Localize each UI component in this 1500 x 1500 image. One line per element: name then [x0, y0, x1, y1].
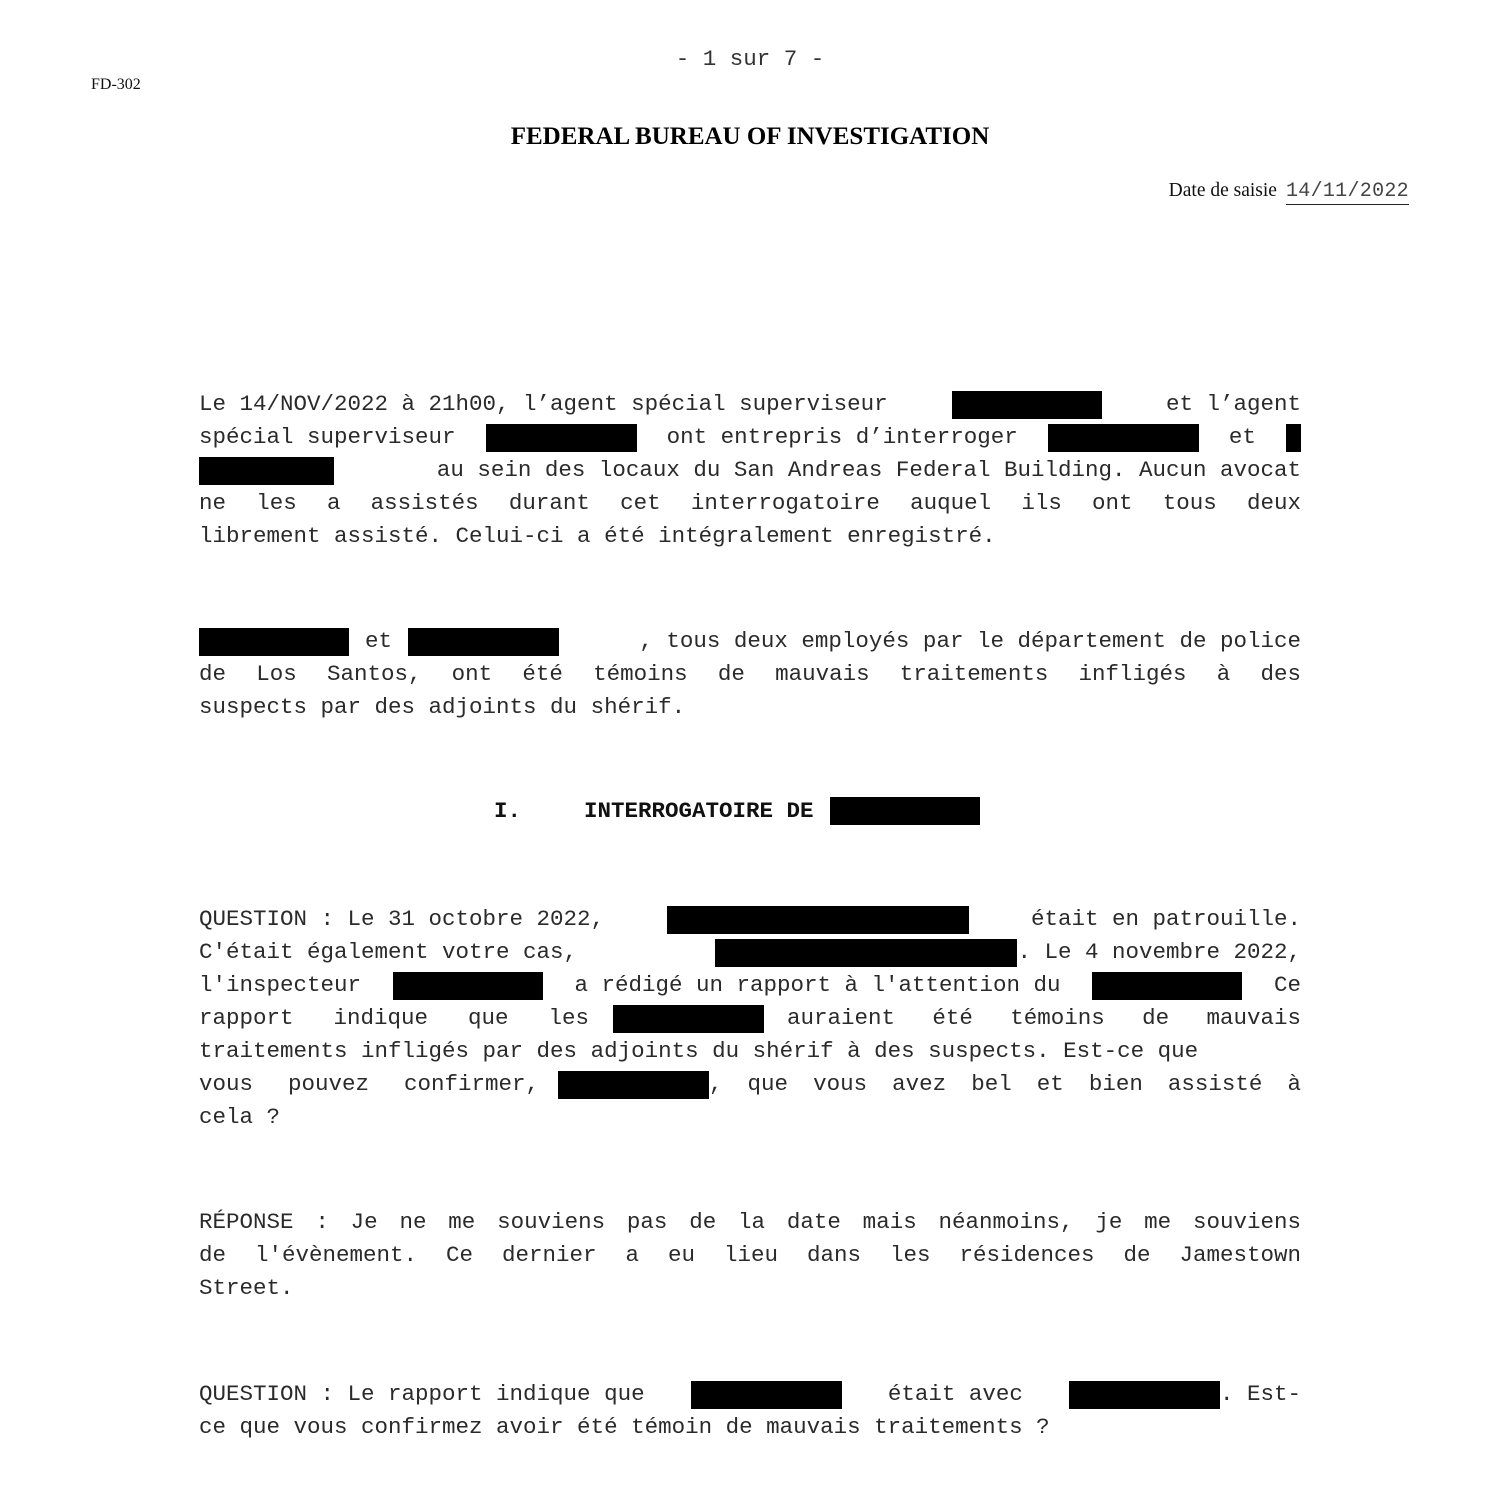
text-segment: RÉPONSE : Je ne me souviens pas de la date mais néanmoins, je me souviens	[199, 1209, 1301, 1235]
text-segment: Le 14/NOV/2022 à 21h00, l’agent spécial superviseur	[199, 391, 888, 417]
text-segment: QUESTION : Le rapport indique que	[199, 1381, 645, 1407]
text-line	[199, 658, 1301, 691]
text-line	[199, 903, 1301, 936]
redaction-box	[715, 939, 1017, 967]
text-segment: au sein des locaux du San Andreas Federal Building. Aucun avocat	[436, 457, 1301, 483]
text-line	[199, 1411, 1301, 1444]
text-segment: était en patrouille.	[1030, 906, 1301, 932]
redaction-box	[1286, 424, 1301, 452]
text-segment: et	[1228, 424, 1256, 450]
text-line	[199, 520, 1301, 553]
text-segment: , que vous avez bel et bien assisté à	[709, 1071, 1301, 1097]
text-segment: Street.	[199, 1275, 294, 1301]
redaction-box	[199, 628, 349, 656]
text-segment: ont entrepris d’interroger	[666, 424, 1018, 450]
text-segment: ce que vous confirmez avoir été témoin de mauvais traitements ?	[199, 1414, 1050, 1440]
text-segment: ne les a assistés durant cet interrogatoire auquel ils ont tous deux	[199, 490, 1301, 516]
section-heading	[494, 797, 980, 825]
redaction-box	[613, 1005, 764, 1033]
text-segment: . Le 4 novembre 2022,	[1017, 939, 1301, 965]
text-line	[199, 1002, 1301, 1035]
intro-paragraph	[199, 388, 1301, 553]
entry-date-label: Date de saisie	[1168, 180, 1277, 201]
page-counter: - 1 sur 7 -	[675, 46, 825, 72]
redaction-box	[486, 424, 637, 452]
text-line	[199, 1272, 1301, 1305]
redaction-box	[199, 457, 334, 485]
text-group	[199, 625, 559, 658]
redaction-box	[393, 972, 543, 1000]
text-segment: QUESTION : Le 31 octobre 2022,	[199, 906, 605, 932]
text-line	[199, 1206, 1301, 1239]
text-line	[199, 487, 1301, 520]
text-line	[199, 936, 1301, 969]
text-segment: a rédigé un rapport à l'attention du	[574, 972, 1061, 998]
redaction-box	[558, 1071, 709, 1099]
text-segment: suspects par des adjoints du shérif.	[199, 694, 686, 720]
text-segment: traitements infligés par des adjoints du shérif à des suspects. Est-ce que	[199, 1038, 1199, 1064]
answer-1	[199, 1206, 1301, 1305]
redaction-box	[408, 628, 559, 656]
text-line	[199, 691, 1301, 724]
agency-title: FEDERAL BUREAU OF INVESTIGATION	[510, 123, 990, 150]
text-segment: rapport indique que les	[199, 1005, 589, 1031]
witnesses-paragraph	[199, 625, 1301, 724]
redaction-box	[1092, 972, 1242, 1000]
text-segment: de l'évènement. Ce dernier a eu lieu dans les résidences de Jamestown	[199, 1242, 1301, 1268]
redaction-box	[1069, 1381, 1220, 1409]
text-line	[199, 1035, 1301, 1068]
text-segment: C'était également votre cas,	[199, 939, 578, 965]
text-segment: librement assisté. Celui-ci a été intégralement enregistré.	[199, 523, 996, 549]
text-line	[199, 1378, 1301, 1411]
text-segment: de Los Santos, ont été témoins de mauvais traitements infligés à des	[199, 661, 1301, 687]
redaction-box	[952, 391, 1102, 419]
section-number: I.	[494, 798, 522, 824]
entry-date-value: 14/11/2022	[1285, 180, 1409, 203]
text-segment: et	[365, 628, 393, 654]
redaction-box	[667, 906, 969, 934]
text-line	[199, 421, 1301, 454]
text-segment: auraient été témoins de mauvais	[787, 1005, 1301, 1031]
text-segment: Ce	[1273, 972, 1301, 998]
form-id: FD-302	[91, 76, 141, 93]
text-segment: l'inspecteur	[199, 972, 362, 998]
section-title: INTERROGATOIRE DE	[584, 798, 814, 824]
text-segment: , tous deux employés par le département de police	[639, 628, 1301, 654]
text-line	[199, 454, 1301, 487]
text-group	[558, 1068, 1301, 1101]
text-segment: spécial superviseur	[199, 424, 456, 450]
redaction-box	[691, 1381, 842, 1409]
text-segment: était avec	[887, 1381, 1023, 1407]
question-1	[199, 903, 1301, 1134]
text-group	[715, 936, 1301, 969]
text-segment: vous pouvez confirmer,	[199, 1071, 539, 1097]
text-line	[199, 1101, 1301, 1134]
question-2	[199, 1378, 1301, 1444]
redaction-box	[1048, 424, 1199, 452]
text-segment: . Est-	[1219, 1381, 1301, 1407]
redaction-box	[830, 797, 980, 825]
text-group	[1069, 1378, 1301, 1411]
text-line	[199, 1239, 1301, 1272]
text-segment: et l’agent	[1165, 391, 1301, 417]
entry-date	[1169, 180, 1409, 205]
text-segment: cela ?	[199, 1104, 281, 1130]
text-line	[199, 1068, 1301, 1101]
text-line	[199, 625, 1301, 658]
text-line	[199, 388, 1301, 421]
text-line	[199, 969, 1301, 1002]
